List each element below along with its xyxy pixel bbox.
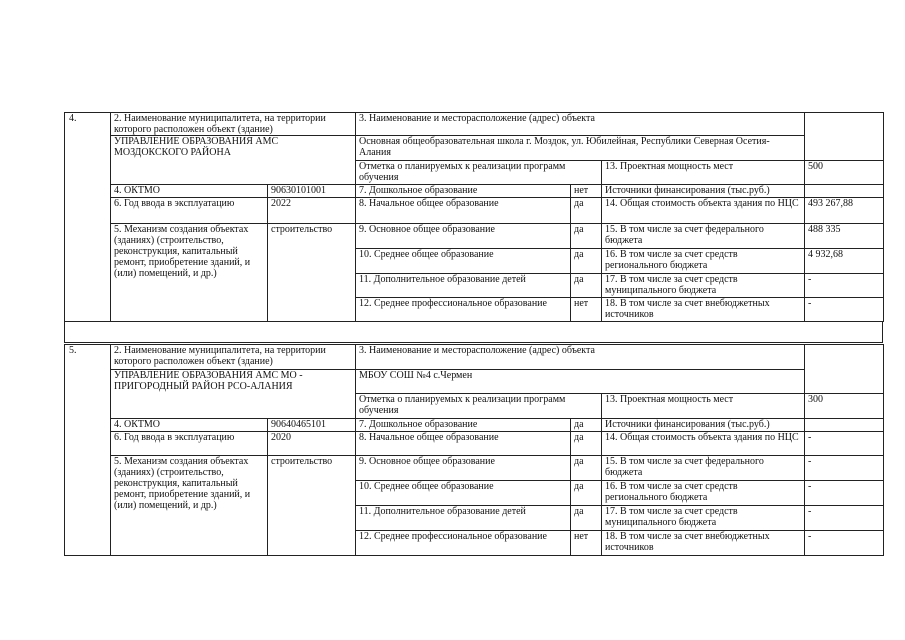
block-number: 4. bbox=[65, 113, 111, 322]
program-mark: да bbox=[571, 419, 602, 432]
finance-label: 15. В том числе за счет федерального бюджета bbox=[602, 224, 805, 249]
finance-label: 16. В том числе за счет средств регионального бюджета bbox=[602, 481, 805, 506]
object-block-5 bbox=[64, 344, 884, 556]
mechanism-label: 5. Механизм создания объектах (зданиях) (строительство, реконструкция, капитальный ремонт, приобретение зданий, и (или) помещений, и др.) bbox=[111, 224, 268, 322]
year-label: 6. Год ввода в эксплуатацию bbox=[111, 198, 268, 224]
program-mark: да bbox=[571, 432, 602, 456]
program-label: 12. Среднее профессиональное образование bbox=[356, 298, 571, 322]
year-label: 6. Год ввода в эксплуатацию bbox=[111, 432, 268, 456]
block-number: 5. bbox=[65, 345, 111, 556]
municipality-header: 2. Наименование муниципалитета, на территории которого расположен объект (здание) bbox=[111, 113, 356, 136]
oktmo-label: 4. ОКТМО bbox=[111, 419, 268, 432]
capacity-label: 13. Проектная мощность мест bbox=[602, 161, 805, 185]
finance-label: 15. В том числе за счет федерального бюджета bbox=[602, 456, 805, 481]
municipality-name: УПРАВЛЕНИЕ ОБРАЗОВАНИЯ АМС МОЗДОКСКОГО РАЙОНА bbox=[111, 136, 356, 185]
program-mark: нет bbox=[571, 298, 602, 322]
object-address: Основная общеобразовательная школа г. Моздок, ул. Юбилейная, Республики Северная Осетия-Алания bbox=[356, 136, 805, 161]
mechanism-value: строительство bbox=[268, 224, 356, 322]
program-mark: да bbox=[571, 249, 602, 274]
program-label: 9. Основное общее образование bbox=[356, 224, 571, 249]
program-mark: да bbox=[571, 274, 602, 298]
oktmo-value: 90630101001 bbox=[268, 185, 356, 198]
finance-value: - bbox=[805, 456, 884, 481]
finance-value: - bbox=[805, 506, 884, 531]
program-label: 11. Дополнительное образование детей bbox=[356, 506, 571, 531]
empty-cell bbox=[805, 113, 884, 161]
finance-label: 14. Общая стоимость объекта здания по НЦС bbox=[602, 198, 805, 224]
programs-header: Отметка о планируемых к реализации программ обучения bbox=[356, 161, 602, 185]
program-label: 9. Основное общее образование bbox=[356, 456, 571, 481]
finance-label: Источники финансирования (тыс.руб.) bbox=[602, 185, 805, 198]
finance-label: 14. Общая стоимость объекта здания по НЦС bbox=[602, 432, 805, 456]
program-label: 8. Начальное общее образование bbox=[356, 198, 571, 224]
program-label: 7. Дошкольное образование bbox=[356, 185, 571, 198]
empty-cell bbox=[805, 345, 884, 394]
program-label: 10. Среднее общее образование bbox=[356, 249, 571, 274]
finance-label: 16. В том числе за счет средств регионального бюджета bbox=[602, 249, 805, 274]
address-header: 3. Наименование и месторасположение (адрес) объекта bbox=[356, 113, 805, 136]
year-value: 2020 bbox=[268, 432, 356, 456]
finance-label: 18. В том числе за счет внебюджетных источников bbox=[602, 531, 805, 556]
finance-value: - bbox=[805, 481, 884, 506]
finance-label: 17. В том числе за счет средств муниципального бюджета bbox=[602, 274, 805, 298]
finance-value: 488 335 bbox=[805, 224, 884, 249]
block-separator bbox=[64, 322, 883, 343]
program-mark: да bbox=[571, 456, 602, 481]
capacity-value: 300 bbox=[805, 394, 884, 419]
program-mark: да bbox=[571, 224, 602, 249]
finance-value: - bbox=[805, 274, 884, 298]
municipality-header: 2. Наименование муниципалитета, на территории которого расположен объект (здание) bbox=[111, 345, 356, 370]
finance-value bbox=[805, 419, 884, 432]
address-header: 3. Наименование и месторасположение (адрес) объекта bbox=[356, 345, 805, 370]
oktmo-value: 90640465101 bbox=[268, 419, 356, 432]
capacity-value: 500 bbox=[805, 161, 884, 185]
programs-header: Отметка о планируемых к реализации программ обучения bbox=[356, 394, 602, 419]
program-mark: нет bbox=[571, 185, 602, 198]
object-block-4 bbox=[64, 112, 884, 322]
object-address: МБОУ СОШ №4 с.Чермен bbox=[356, 370, 805, 394]
program-label: 12. Среднее профессиональное образование bbox=[356, 531, 571, 556]
mechanism-value: строительство bbox=[268, 456, 356, 556]
mechanism-label: 5. Механизм создания объектах (зданиях) (строительство, реконструкция, капитальный ремонт, приобретение зданий, и (или) помещений, и др.) bbox=[111, 456, 268, 556]
finance-label: 17. В том числе за счет средств муниципального бюджета bbox=[602, 506, 805, 531]
program-mark: да bbox=[571, 481, 602, 506]
finance-value: - bbox=[805, 531, 884, 556]
year-value: 2022 bbox=[268, 198, 356, 224]
capacity-label: 13. Проектная мощность мест bbox=[602, 394, 805, 419]
program-label: 10. Среднее общее образование bbox=[356, 481, 571, 506]
finance-value bbox=[805, 185, 884, 198]
finance-value: 4 932,68 bbox=[805, 249, 884, 274]
program-mark: нет bbox=[571, 531, 602, 556]
finance-value: 493 267,88 bbox=[805, 198, 884, 224]
program-mark: да bbox=[571, 198, 602, 224]
oktmo-label: 4. ОКТМО bbox=[111, 185, 268, 198]
program-label: 8. Начальное общее образование bbox=[356, 432, 571, 456]
municipality-name: УПРАВЛЕНИЕ ОБРАЗОВАНИЯ АМС МО - ПРИГОРОДНЫЙ РАЙОН РСО-АЛАНИЯ bbox=[111, 370, 356, 419]
finance-label: 18. В том числе за счет внебюджетных источников bbox=[602, 298, 805, 322]
program-label: 7. Дошкольное образование bbox=[356, 419, 571, 432]
program-label: 11. Дополнительное образование детей bbox=[356, 274, 571, 298]
program-mark: да bbox=[571, 506, 602, 531]
finance-value: - bbox=[805, 432, 884, 456]
finance-value: - bbox=[805, 298, 884, 322]
finance-label: Источники финансирования (тыс.руб.) bbox=[602, 419, 805, 432]
